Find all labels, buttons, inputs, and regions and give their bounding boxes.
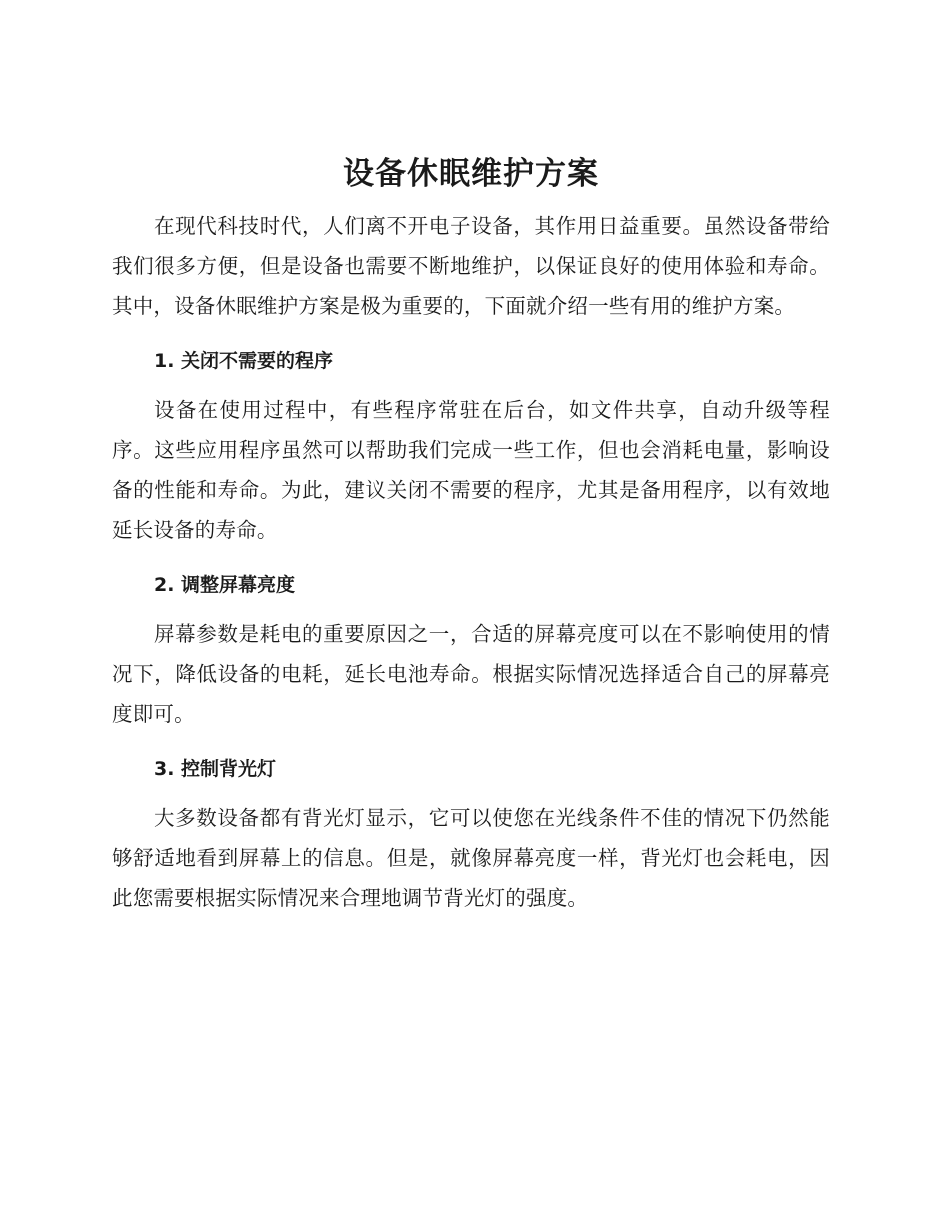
section-paragraph: 大多数设备都有背光灯显示，它可以使您在光线条件不佳的情况下仍然能够舒适地看到屏幕上的信息。但是，就像屏幕亮度一样，背光灯也会耗电，因此您需要根据实际情况来合理地调节背光灯的强度。	[112, 806, 830, 910]
document-body	[112, 148, 830, 918]
section-heading: 2. 调整屏幕亮度	[154, 574, 296, 596]
section-paragraph: 屏幕参数是耗电的重要原因之一，合适的屏幕亮度可以在不影响使用的情况下，降低设备的电耗，延长电池寿命。根据实际情况选择适合自己的屏幕亮度即可。	[112, 622, 830, 726]
section-heading: 3. 控制背光灯	[154, 758, 277, 780]
section-backlight	[112, 756, 830, 918]
intro-paragraph: 在现代科技时代，人们离不开电子设备，其作用日益重要。虽然设备带给我们很多方便，但是设备也需要不断地维护，以保证良好的使用体验和寿命。其中，设备休眠维护方案是极为重要的，下面就介绍一些有用的维护方案。	[112, 214, 830, 318]
section-close-programs	[112, 348, 830, 550]
section-heading: 1. 关闭不需要的程序	[154, 350, 334, 372]
section-screen-brightness	[112, 572, 830, 734]
section-paragraph: 设备在使用过程中，有些程序常驻在后台，如文件共享，自动升级等程序。这些应用程序虽然可以帮助我们完成一些工作，但也会消耗电量，影响设备的性能和寿命。为此，建议关闭不需要的程序，尤其是备用程序，以有效地延长设备的寿命。	[112, 398, 830, 542]
document-title: 设备休眠维护方案	[343, 156, 599, 192]
